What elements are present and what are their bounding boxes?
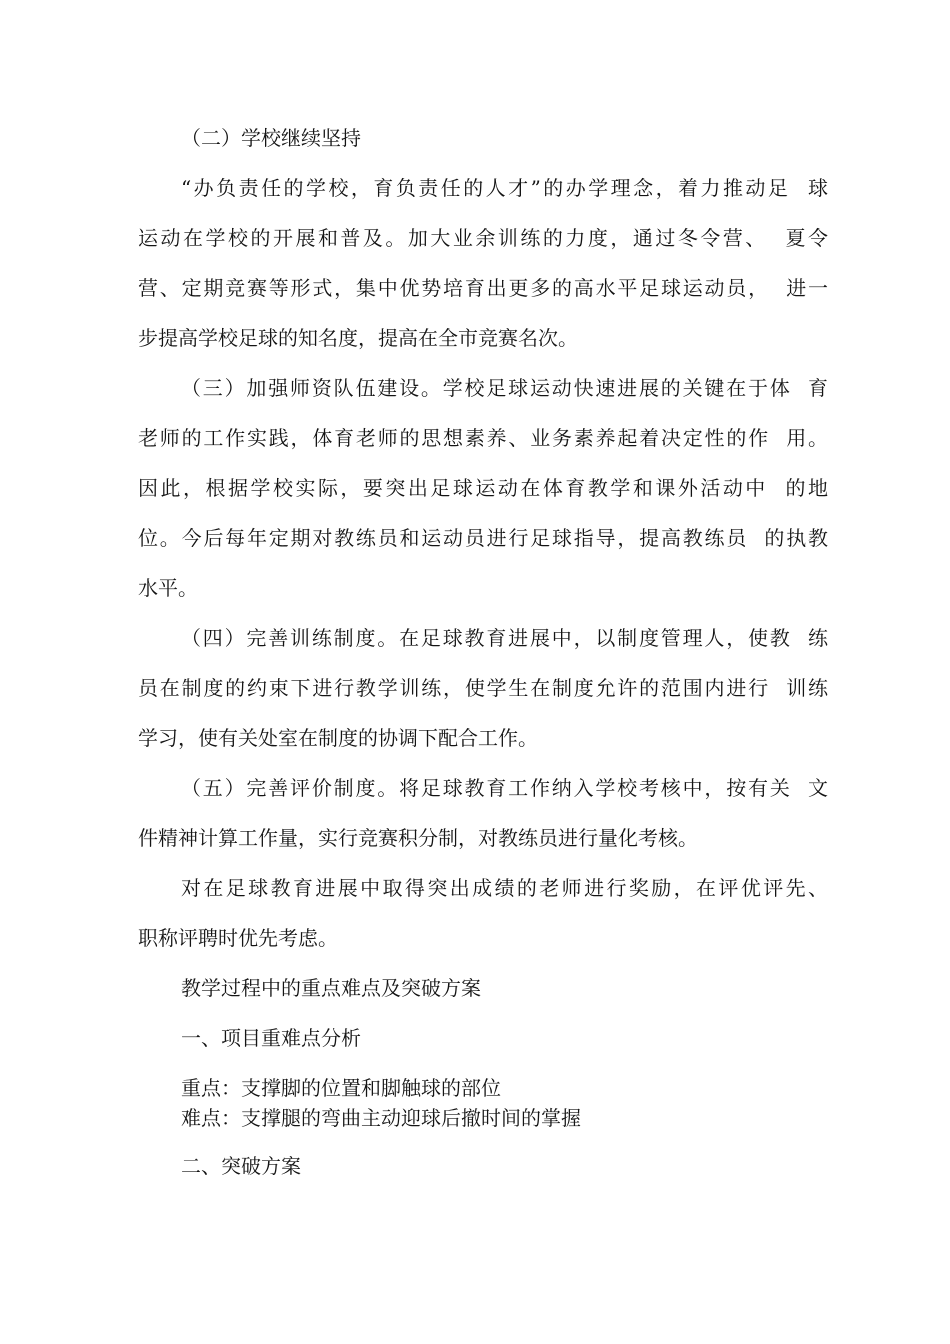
text-line: 件精神计算工作量，实行竞赛积分制，对教练员进行量化考核。 bbox=[138, 826, 698, 850]
text-line: 因此，根据学校实际，要突出足球运动在体育教学和课外活动中 的地 bbox=[138, 476, 828, 500]
text-line: （二）学校继续坚持 bbox=[181, 126, 361, 150]
text-line: “办负责任的学校，育负责任的人才”的办学理念，着力推动足 球 bbox=[181, 176, 828, 200]
text-line: 老师的工作实践，体育老师的思想素养、业务素养起着决定性的作 用。 bbox=[138, 426, 828, 450]
text-line: 教学过程中的重点难点及突破方案 bbox=[181, 976, 481, 1000]
text-line: 学习，使有关处室在制度的协调下配合工作。 bbox=[138, 726, 538, 750]
text-line: 难点：支撑腿的弯曲主动迎球后撤时间的掌握 bbox=[181, 1106, 581, 1130]
text-line: 运动在学校的开展和普及。加大业余训练的力度，通过冬令营、 夏令 bbox=[138, 226, 828, 250]
text-line: 对在足球教育进展中取得突出成绩的老师进行奖励，在评优评先、 bbox=[181, 876, 828, 900]
text-line: 职称评聘时优先考虑。 bbox=[138, 926, 338, 950]
text-line: 重点：支撑脚的位置和脚触球的部位 bbox=[181, 1076, 501, 1100]
text-line: 营、定期竞赛等形式，集中优势培育出更多的高水平足球运动员， 进一 bbox=[138, 276, 828, 300]
text-line: 二、突破方案 bbox=[181, 1154, 301, 1178]
text-line: 水平。 bbox=[138, 576, 198, 600]
text-line: 员在制度的约束下进行教学训练，使学生在制度允许的范围内进行 训练 bbox=[138, 676, 828, 700]
text-line: 位。今后每年定期对教练员和运动员进行足球指导，提高教练员 的执教 bbox=[138, 526, 828, 550]
text-line: （五）完善评价制度。将足球教育工作纳入学校考核中，按有关 文 bbox=[181, 776, 828, 800]
text-line: 一、项目重难点分析 bbox=[181, 1026, 361, 1050]
text-line: （三）加强师资队伍建设。学校足球运动快速进展的关键在于体 育 bbox=[181, 376, 828, 400]
text-line: 步提高学校足球的知名度，提高在全市竞赛名次。 bbox=[138, 326, 578, 350]
text-line: （四）完善训练制度。在足球教育进展中，以制度管理人，使教 练 bbox=[181, 626, 828, 650]
